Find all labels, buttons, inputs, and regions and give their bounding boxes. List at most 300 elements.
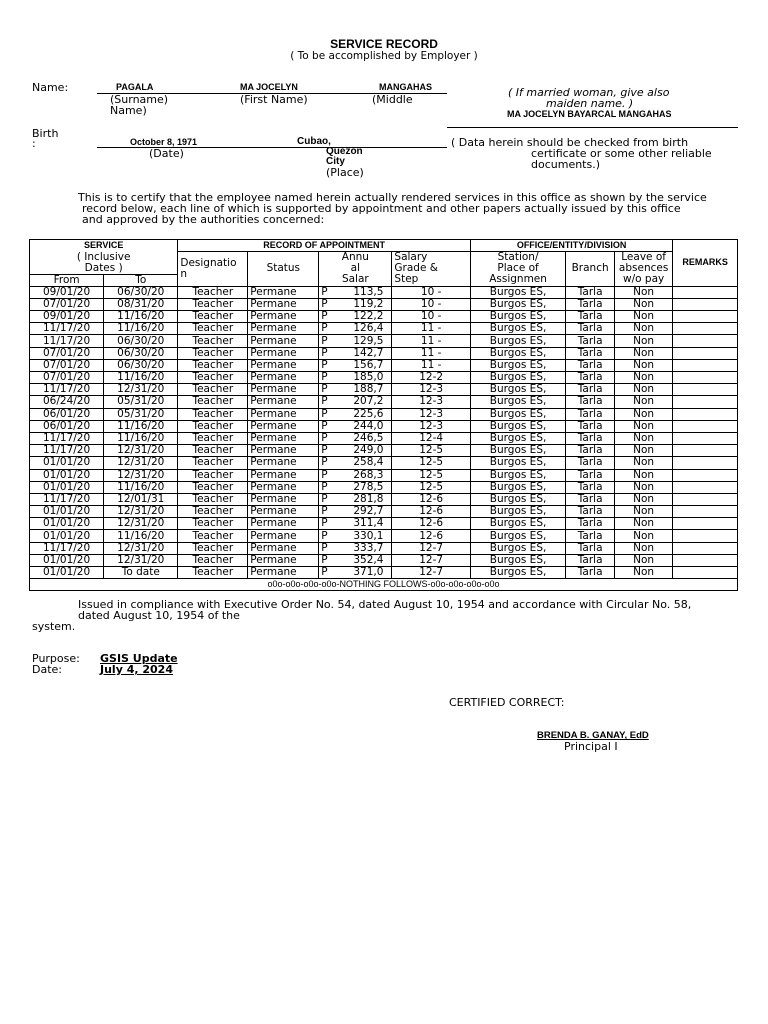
certify-line-2: record below, each line of which is supported by appointment and other papers actually issued by this office bbox=[82, 202, 681, 215]
cell-station: Burgos ES, bbox=[470, 506, 565, 518]
cell-station: Burgos ES, bbox=[470, 335, 565, 347]
birth-date-value: October 8, 1971 bbox=[130, 137, 198, 147]
date-label: Date: bbox=[32, 663, 62, 676]
cell-status: Permane bbox=[248, 347, 319, 359]
table-row bbox=[30, 323, 738, 335]
cell-designation: Teacher bbox=[178, 311, 248, 323]
salary-value: 119,2 bbox=[353, 298, 384, 310]
cell-branch: Tarla bbox=[566, 384, 615, 396]
cell-remarks bbox=[673, 445, 738, 457]
cell-leave: Non bbox=[614, 493, 672, 505]
cell-remarks bbox=[673, 542, 738, 554]
table-row bbox=[30, 567, 738, 579]
cell-to: 12/31/20 bbox=[104, 469, 178, 481]
peso-sign: P bbox=[321, 286, 328, 298]
table-row bbox=[30, 311, 738, 323]
certify-line-1: This is to certify that the employee named herein actually rendered services in this office as shown by the service bbox=[78, 191, 707, 204]
cell-designation: Teacher bbox=[178, 286, 248, 298]
cell-designation: Teacher bbox=[178, 384, 248, 396]
cell-from: 11/17/20 bbox=[30, 542, 104, 554]
peso-sign: P bbox=[321, 542, 328, 554]
cell-to: 11/16/20 bbox=[104, 432, 178, 444]
cell-from: 06/01/20 bbox=[30, 408, 104, 420]
cell-leave: Non bbox=[614, 530, 672, 542]
cell-designation: Teacher bbox=[178, 542, 248, 554]
cell-to: 11/16/20 bbox=[104, 420, 178, 432]
middle-name-caption: (Middle bbox=[372, 93, 413, 106]
birth-colon: : bbox=[32, 137, 36, 150]
cell-salary-grade: 12-5 bbox=[392, 469, 470, 481]
salary-value: 185,0 bbox=[353, 371, 384, 384]
cell-station: Burgos ES, bbox=[470, 493, 565, 505]
salary-value: 129,5 bbox=[353, 334, 384, 347]
cell-salary-grade: 10 - bbox=[392, 286, 470, 298]
cell-station: Burgos ES, bbox=[470, 542, 565, 554]
cell-annual-salary bbox=[319, 457, 392, 469]
cell-salary-grade: 10 - bbox=[392, 311, 470, 323]
peso-sign: P bbox=[321, 529, 328, 542]
peso-sign: P bbox=[321, 395, 328, 408]
cell-status: Permane bbox=[248, 506, 319, 518]
cell-station: Burgos ES, bbox=[470, 311, 565, 323]
maiden-name-value: MA JOCELYN BAYARCAL MANGAHAS bbox=[507, 109, 672, 119]
salary-value: 225,6 bbox=[353, 408, 384, 420]
cell-designation: Teacher bbox=[178, 567, 248, 579]
cell-station: Burgos ES, bbox=[470, 530, 565, 542]
cell-status: Permane bbox=[248, 298, 319, 310]
cell-designation: Teacher bbox=[178, 469, 248, 481]
salary-value: 207,2 bbox=[353, 395, 384, 408]
cell-leave: Non bbox=[614, 445, 672, 457]
cell-designation: Teacher bbox=[178, 530, 248, 542]
cell-from: 07/01/20 bbox=[30, 298, 104, 310]
cell-from: 11/17/20 bbox=[30, 445, 104, 457]
cell-station: Burgos ES, bbox=[470, 469, 565, 481]
cell-annual-salary bbox=[319, 518, 392, 530]
cell-station: Burgos ES, bbox=[470, 323, 565, 335]
cell-from: 01/01/20 bbox=[30, 506, 104, 518]
header-record-of-appointment: RECORD OF APPOINTMENT bbox=[178, 240, 471, 252]
cell-status: Permane bbox=[248, 323, 319, 335]
cell-salary-grade: 12-7 bbox=[392, 554, 470, 566]
cell-branch: Tarla bbox=[566, 554, 615, 566]
cell-from: 11/17/20 bbox=[30, 493, 104, 505]
cell-to: 11/16/20 bbox=[104, 481, 178, 493]
cell-remarks bbox=[673, 359, 738, 371]
salary-value: 258,4 bbox=[353, 456, 384, 469]
salary-value: 371,0 bbox=[353, 566, 384, 579]
cell-annual-salary bbox=[319, 567, 392, 579]
peso-sign: P bbox=[321, 298, 328, 310]
birth-label: Birth bbox=[32, 127, 59, 140]
cell-designation: Teacher bbox=[178, 457, 248, 469]
cell-status: Permane bbox=[248, 311, 319, 323]
cell-branch: Tarla bbox=[566, 420, 615, 432]
cell-annual-salary bbox=[319, 408, 392, 420]
header-remarks: REMARKS bbox=[673, 240, 738, 287]
peso-sign: P bbox=[321, 554, 328, 566]
cell-designation: Teacher bbox=[178, 481, 248, 493]
cell-leave: Non bbox=[614, 347, 672, 359]
certified-correct: CERTIFIED CORRECT: bbox=[449, 696, 565, 709]
cell-salary-grade: 10 - bbox=[392, 298, 470, 310]
cell-annual-salary bbox=[319, 323, 392, 335]
cell-remarks bbox=[673, 408, 738, 420]
cell-designation: Teacher bbox=[178, 420, 248, 432]
cell-to: 12/31/20 bbox=[104, 457, 178, 469]
peso-sign: P bbox=[321, 432, 328, 445]
name-caption: Name) bbox=[110, 104, 147, 117]
table-row bbox=[30, 493, 738, 505]
cell-branch: Tarla bbox=[566, 530, 615, 542]
cell-annual-salary bbox=[319, 298, 392, 310]
salary-value: 333,7 bbox=[353, 542, 384, 554]
cell-salary-grade: 12-5 bbox=[392, 445, 470, 457]
cell-annual-salary bbox=[319, 481, 392, 493]
cell-status: Permane bbox=[248, 335, 319, 347]
cell-leave: Non bbox=[614, 408, 672, 420]
cell-salary-grade: 12-3 bbox=[392, 408, 470, 420]
cell-branch: Tarla bbox=[566, 469, 615, 481]
salary-value: 268,3 bbox=[353, 469, 384, 481]
cell-designation: Teacher bbox=[178, 432, 248, 444]
issued-line-3: system. bbox=[32, 620, 76, 633]
issued-line-1: Issued in compliance with Executive Order No. 54, dated August 10, 1954 and accordance with Circular No. 58, bbox=[78, 598, 692, 611]
header-branch: Branch bbox=[566, 252, 615, 287]
cell-annual-salary bbox=[319, 445, 392, 457]
peso-sign: P bbox=[321, 505, 328, 518]
cell-to: 12/31/20 bbox=[104, 542, 178, 554]
cell-remarks bbox=[673, 432, 738, 444]
cell-status: Permane bbox=[248, 384, 319, 396]
peso-sign: P bbox=[321, 420, 328, 432]
salary-value: 249,0 bbox=[353, 444, 384, 457]
cell-salary-grade: 12-5 bbox=[392, 457, 470, 469]
birth-note-2: certificate or some other reliable bbox=[531, 147, 712, 160]
cell-leave: Non bbox=[614, 420, 672, 432]
cell-branch: Tarla bbox=[566, 493, 615, 505]
peso-sign: P bbox=[321, 322, 328, 335]
salary-value: 281,8 bbox=[353, 493, 384, 505]
cell-designation: Teacher bbox=[178, 372, 248, 384]
cell-to: 12/01/31 bbox=[104, 493, 178, 505]
cell-status: Permane bbox=[248, 554, 319, 566]
table-row bbox=[30, 469, 738, 481]
cell-salary-grade: 12-7 bbox=[392, 567, 470, 579]
cell-annual-salary bbox=[319, 372, 392, 384]
cell-branch: Tarla bbox=[566, 445, 615, 457]
cell-from: 11/17/20 bbox=[30, 323, 104, 335]
cell-branch: Tarla bbox=[566, 396, 615, 408]
cell-remarks bbox=[673, 530, 738, 542]
cell-annual-salary bbox=[319, 432, 392, 444]
cell-to: To date bbox=[104, 567, 178, 579]
cell-branch: Tarla bbox=[566, 298, 615, 310]
peso-sign: P bbox=[321, 347, 328, 359]
cell-to: 11/16/20 bbox=[104, 311, 178, 323]
cell-from: 06/24/20 bbox=[30, 396, 104, 408]
cell-leave: Non bbox=[614, 311, 672, 323]
table-row bbox=[30, 396, 738, 408]
salary-value: 246,5 bbox=[353, 432, 384, 445]
first-name-caption: (First Name) bbox=[240, 93, 308, 106]
peso-sign: P bbox=[321, 481, 328, 493]
table-row bbox=[30, 518, 738, 530]
cell-annual-salary bbox=[319, 542, 392, 554]
peso-sign: P bbox=[321, 469, 328, 481]
cell-branch: Tarla bbox=[566, 506, 615, 518]
cell-remarks bbox=[673, 286, 738, 298]
date-value: July 4, 2024 bbox=[100, 663, 173, 676]
cell-to: 11/16/20 bbox=[104, 372, 178, 384]
cell-designation: Teacher bbox=[178, 445, 248, 457]
birth-place-caption: (Place) bbox=[326, 166, 364, 179]
certify-line-3: and approved by the authorities concerned: bbox=[82, 213, 325, 226]
cell-designation: Teacher bbox=[178, 493, 248, 505]
cell-to: 11/16/20 bbox=[104, 530, 178, 542]
birth-note: ( Data herein should be checked from birth bbox=[451, 136, 689, 149]
cell-to: 12/31/20 bbox=[104, 506, 178, 518]
cell-leave: Non bbox=[614, 359, 672, 371]
cell-salary-grade: 11 - bbox=[392, 323, 470, 335]
cell-to: 06/30/20 bbox=[104, 347, 178, 359]
cell-remarks bbox=[673, 554, 738, 566]
birth-place-value-2: Quezon bbox=[326, 146, 363, 157]
cell-designation: Teacher bbox=[178, 396, 248, 408]
table-row bbox=[30, 432, 738, 444]
cell-branch: Tarla bbox=[566, 323, 615, 335]
cell-remarks bbox=[673, 335, 738, 347]
cell-to: 06/30/20 bbox=[104, 359, 178, 371]
cell-salary-grade: 12-3 bbox=[392, 384, 470, 396]
header-status: Status bbox=[248, 252, 319, 287]
cell-to: 08/31/20 bbox=[104, 298, 178, 310]
header-service: SERVICE bbox=[30, 240, 178, 252]
cell-to: 12/31/20 bbox=[104, 384, 178, 396]
cell-station: Burgos ES, bbox=[470, 347, 565, 359]
document-title: SERVICE RECORD bbox=[330, 37, 438, 51]
table-row bbox=[30, 384, 738, 396]
cell-remarks bbox=[673, 298, 738, 310]
cell-salary-grade: 12-6 bbox=[392, 506, 470, 518]
cell-designation: Teacher bbox=[178, 506, 248, 518]
peso-sign: P bbox=[321, 517, 328, 530]
salary-value: 352,4 bbox=[353, 554, 384, 566]
cell-station: Burgos ES, bbox=[470, 481, 565, 493]
cell-from: 11/17/20 bbox=[30, 384, 104, 396]
cell-designation: Teacher bbox=[178, 347, 248, 359]
cell-from: 01/01/20 bbox=[30, 518, 104, 530]
cell-remarks bbox=[673, 311, 738, 323]
cell-designation: Teacher bbox=[178, 335, 248, 347]
cell-leave: Non bbox=[614, 384, 672, 396]
cell-branch: Tarla bbox=[566, 481, 615, 493]
peso-sign: P bbox=[321, 334, 328, 347]
cell-annual-salary bbox=[319, 420, 392, 432]
cell-to: 12/31/20 bbox=[104, 445, 178, 457]
cell-to: 12/31/20 bbox=[104, 518, 178, 530]
cell-annual-salary bbox=[319, 506, 392, 518]
table-row bbox=[30, 420, 738, 432]
cell-remarks bbox=[673, 567, 738, 579]
table-row bbox=[30, 359, 738, 371]
cell-branch: Tarla bbox=[566, 542, 615, 554]
cell-status: Permane bbox=[248, 518, 319, 530]
peso-sign: P bbox=[321, 408, 328, 420]
table-row bbox=[30, 554, 738, 566]
birth-place-value-3: City bbox=[326, 156, 345, 167]
cell-designation: Teacher bbox=[178, 298, 248, 310]
cell-leave: Non bbox=[614, 567, 672, 579]
cell-leave: Non bbox=[614, 372, 672, 384]
header-designation: Designatio n bbox=[178, 252, 248, 287]
cell-from: 09/01/20 bbox=[30, 311, 104, 323]
cell-remarks bbox=[673, 396, 738, 408]
table-row bbox=[30, 542, 738, 554]
cell-status: Permane bbox=[248, 445, 319, 457]
cell-leave: Non bbox=[614, 554, 672, 566]
table-row bbox=[30, 372, 738, 384]
middle-name-value: MANGAHAS bbox=[379, 82, 432, 92]
cell-remarks bbox=[673, 493, 738, 505]
cell-station: Burgos ES, bbox=[470, 286, 565, 298]
table-row bbox=[30, 347, 738, 359]
cell-status: Permane bbox=[248, 396, 319, 408]
cell-branch: Tarla bbox=[566, 518, 615, 530]
cell-remarks bbox=[673, 323, 738, 335]
surname-value: PAGALA bbox=[116, 82, 154, 92]
cell-leave: Non bbox=[614, 542, 672, 554]
salary-value: 244,0 bbox=[353, 420, 384, 432]
cell-annual-salary bbox=[319, 347, 392, 359]
cell-from: 01/01/20 bbox=[30, 481, 104, 493]
cell-from: 01/01/20 bbox=[30, 457, 104, 469]
table-row bbox=[30, 335, 738, 347]
cell-remarks bbox=[673, 518, 738, 530]
cell-from: 11/17/20 bbox=[30, 335, 104, 347]
peso-sign: P bbox=[321, 566, 328, 579]
cell-salary-grade: 12-3 bbox=[392, 420, 470, 432]
cell-station: Burgos ES, bbox=[470, 420, 565, 432]
cell-status: Permane bbox=[248, 408, 319, 420]
cell-designation: Teacher bbox=[178, 359, 248, 371]
cell-leave: Non bbox=[614, 518, 672, 530]
peso-sign: P bbox=[321, 456, 328, 469]
cell-remarks bbox=[673, 481, 738, 493]
cell-leave: Non bbox=[614, 323, 672, 335]
table-row bbox=[30, 408, 738, 420]
header-station: Station/ Place of Assignmen bbox=[470, 252, 565, 287]
header-office-entity-division: OFFICE/ENTITY/DIVISION bbox=[470, 240, 672, 252]
cell-status: Permane bbox=[248, 481, 319, 493]
cell-branch: Tarla bbox=[566, 408, 615, 420]
maiden-name-underline bbox=[447, 127, 738, 128]
cell-to: 06/30/20 bbox=[104, 335, 178, 347]
cell-branch: Tarla bbox=[566, 432, 615, 444]
birth-place-value: Cubao, bbox=[297, 136, 331, 147]
cell-annual-salary bbox=[319, 396, 392, 408]
cell-remarks bbox=[673, 372, 738, 384]
cell-salary-grade: 12-6 bbox=[392, 518, 470, 530]
cell-annual-salary bbox=[319, 384, 392, 396]
cell-station: Burgos ES, bbox=[470, 432, 565, 444]
table-row bbox=[30, 530, 738, 542]
purpose-value: GSIS Update bbox=[100, 652, 178, 665]
cell-salary-grade: 12-6 bbox=[392, 493, 470, 505]
cell-station: Burgos ES, bbox=[470, 298, 565, 310]
salary-value: 156,7 bbox=[353, 359, 384, 371]
cell-status: Permane bbox=[248, 372, 319, 384]
cell-station: Burgos ES, bbox=[470, 396, 565, 408]
signatory-position: Principal I bbox=[564, 740, 618, 753]
cell-status: Permane bbox=[248, 469, 319, 481]
nothing-follows: o0o-o0o-o0o-o0o-NOTHING FOLLOWS-o0o-o0o-o0o-o0o bbox=[30, 579, 738, 591]
cell-status: Permane bbox=[248, 420, 319, 432]
cell-station: Burgos ES, bbox=[470, 384, 565, 396]
cell-salary-grade: 12-2 bbox=[392, 372, 470, 384]
table-row bbox=[30, 445, 738, 457]
cell-status: Permane bbox=[248, 457, 319, 469]
header-leave: Leave of absences w/o pay bbox=[614, 252, 672, 287]
cell-salary-grade: 12-7 bbox=[392, 542, 470, 554]
service-record-table bbox=[29, 239, 738, 591]
cell-station: Burgos ES, bbox=[470, 457, 565, 469]
cell-branch: Tarla bbox=[566, 335, 615, 347]
cell-from: 09/01/20 bbox=[30, 286, 104, 298]
cell-from: 01/01/20 bbox=[30, 554, 104, 566]
cell-annual-salary bbox=[319, 554, 392, 566]
cell-salary-grade: 12-4 bbox=[392, 432, 470, 444]
salary-value: 126,4 bbox=[353, 322, 384, 335]
cell-remarks bbox=[673, 506, 738, 518]
cell-leave: Non bbox=[614, 286, 672, 298]
cell-leave: Non bbox=[614, 396, 672, 408]
cell-leave: Non bbox=[614, 298, 672, 310]
cell-branch: Tarla bbox=[566, 286, 615, 298]
cell-station: Burgos ES, bbox=[470, 518, 565, 530]
cell-status: Permane bbox=[248, 432, 319, 444]
cell-branch: Tarla bbox=[566, 311, 615, 323]
cell-status: Permane bbox=[248, 359, 319, 371]
cell-designation: Teacher bbox=[178, 518, 248, 530]
cell-to: 05/31/20 bbox=[104, 408, 178, 420]
cell-from: 06/01/20 bbox=[30, 420, 104, 432]
cell-designation: Teacher bbox=[178, 554, 248, 566]
salary-value: 122,2 bbox=[353, 310, 384, 323]
cell-to: 05/31/20 bbox=[104, 396, 178, 408]
salary-value: 330,1 bbox=[353, 529, 384, 542]
birth-note-3: documents.) bbox=[531, 158, 601, 171]
salary-value: 292,7 bbox=[353, 505, 384, 518]
cell-branch: Tarla bbox=[566, 372, 615, 384]
cell-remarks bbox=[673, 469, 738, 481]
peso-sign: P bbox=[321, 383, 328, 396]
cell-station: Burgos ES, bbox=[470, 554, 565, 566]
issued-line-2: dated August 10, 1954 of the bbox=[78, 609, 240, 622]
cell-salary-grade: 11 - bbox=[392, 359, 470, 371]
cell-leave: Non bbox=[614, 432, 672, 444]
cell-designation: Teacher bbox=[178, 323, 248, 335]
cell-from: 07/01/20 bbox=[30, 372, 104, 384]
salary-value: 113,5 bbox=[353, 286, 384, 298]
cell-station: Burgos ES, bbox=[470, 445, 565, 457]
table-row bbox=[30, 298, 738, 310]
cell-from: 07/01/20 bbox=[30, 347, 104, 359]
cell-remarks bbox=[673, 347, 738, 359]
cell-from: 01/01/20 bbox=[30, 530, 104, 542]
cell-salary-grade: 12-5 bbox=[392, 481, 470, 493]
peso-sign: P bbox=[321, 493, 328, 505]
